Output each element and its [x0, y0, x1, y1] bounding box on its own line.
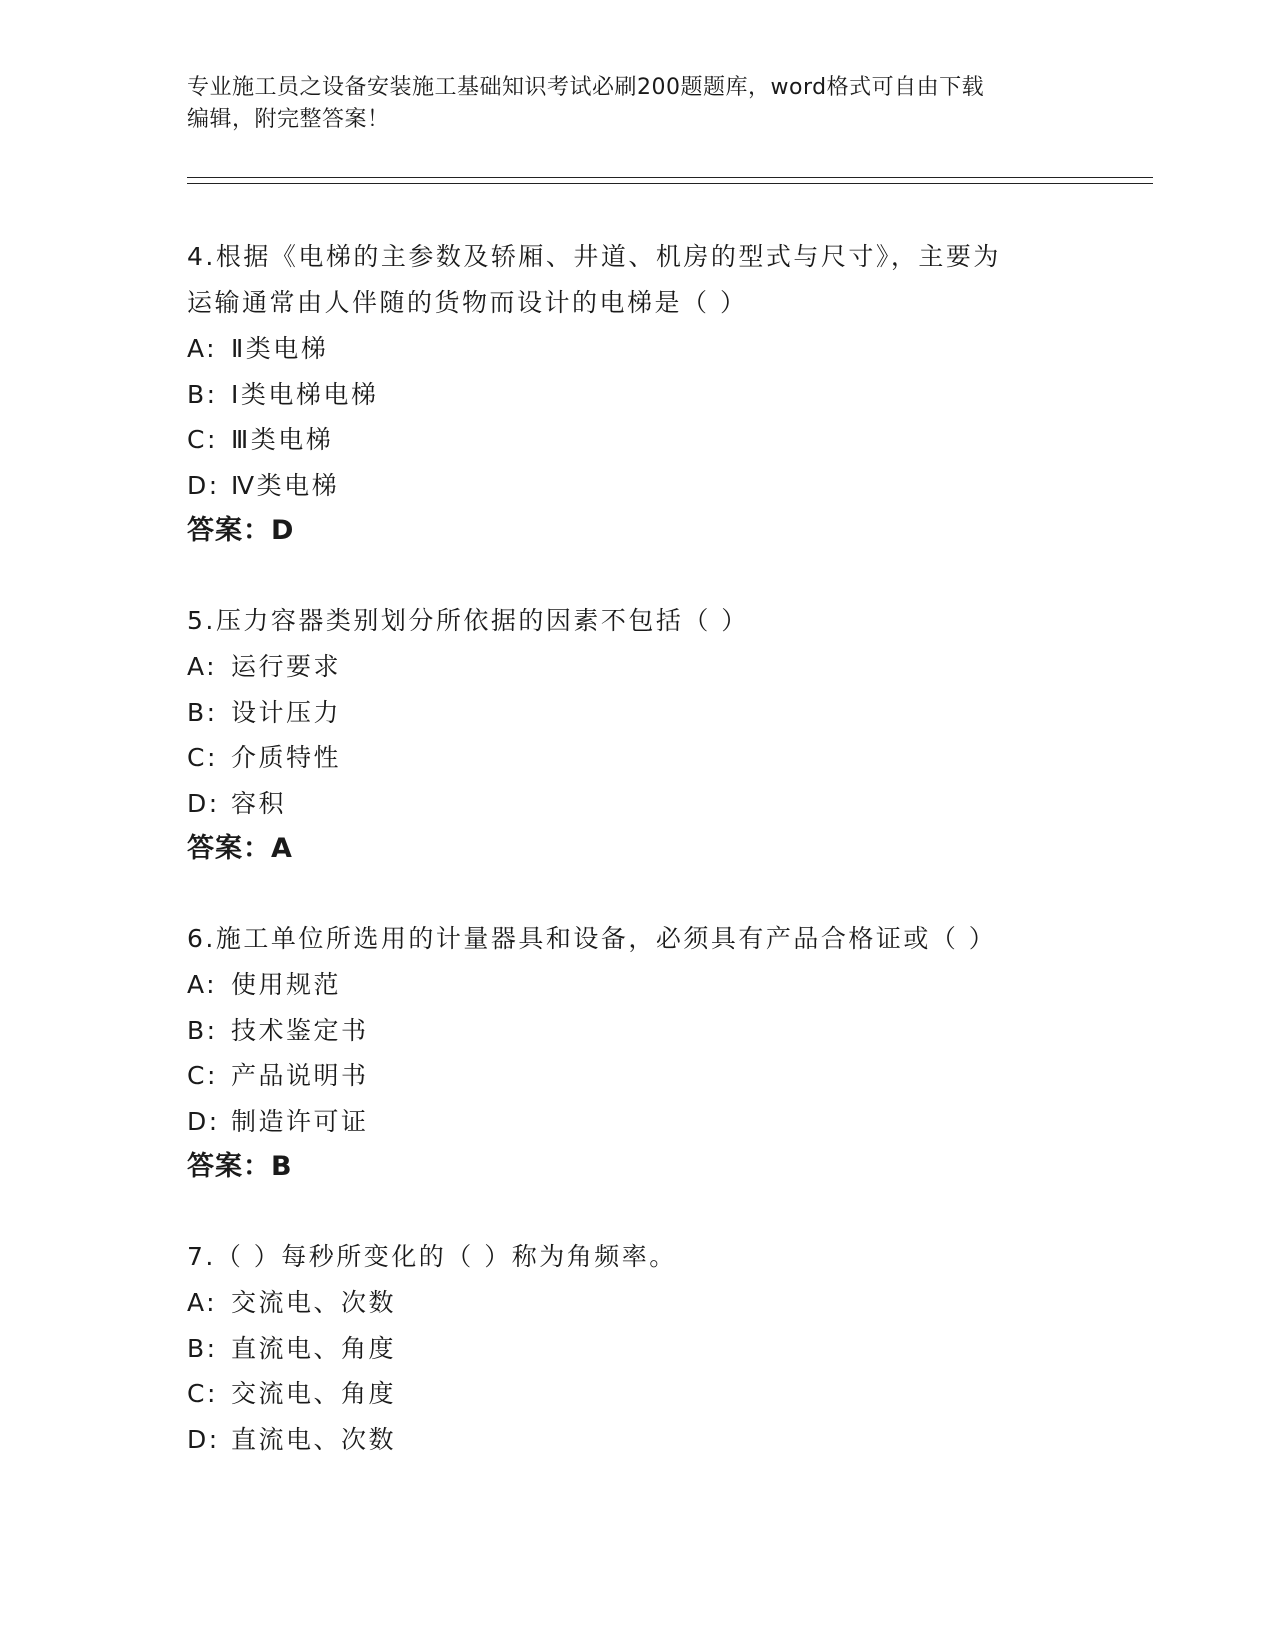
option-text: 直流电、角度	[231, 1333, 397, 1363]
document-header	[187, 72, 1087, 136]
option-letter: B:	[187, 697, 218, 727]
option-text: 直流电、次数	[231, 1424, 397, 1454]
question-stem-line: 运输通常由人伴随的货物而设计的电梯是（ ）	[187, 288, 748, 317]
option-a	[187, 644, 1087, 690]
option-d	[187, 1417, 1087, 1463]
answer-text: 答案：A	[187, 833, 293, 864]
option-b	[187, 372, 1087, 418]
header-line-2: 编辑，附完整答案！	[187, 107, 390, 132]
option-letter: C:	[187, 743, 218, 772]
option-text: Ⅲ类电梯	[231, 425, 334, 454]
option-text: 制造许可证	[231, 1106, 369, 1136]
option-b	[187, 1008, 1087, 1054]
question-7	[187, 1234, 1087, 1462]
option-d	[187, 463, 1087, 509]
option-letter: A:	[187, 1288, 218, 1317]
option-letter: D:	[187, 788, 220, 818]
option-letter: D:	[187, 470, 220, 500]
question-stem-line: 7.（ ）每秒所变化的（ ）称为角频率。	[187, 1242, 677, 1271]
header-divider-top	[187, 177, 1153, 178]
option-letter: C:	[187, 1379, 218, 1408]
answer-text: 答案：D	[187, 515, 295, 546]
option-d	[187, 781, 1087, 827]
option-text: Ⅰ类电梯电梯	[231, 379, 379, 409]
option-text: 产品说明书	[231, 1061, 369, 1090]
option-letter: D:	[187, 1424, 220, 1454]
option-b	[187, 1326, 1087, 1372]
option-text: 交流电、次数	[231, 1288, 397, 1317]
question-6	[187, 916, 1087, 1190]
option-text: 交流电、角度	[231, 1379, 397, 1408]
option-text: 容积	[231, 788, 287, 818]
option-text: Ⅱ类电梯	[231, 334, 329, 363]
option-letter: D:	[187, 1106, 220, 1136]
option-text: 运行要求	[231, 652, 342, 681]
option-c	[187, 1053, 1087, 1099]
header-line-1: 专业施工员之设备安装施工基础知识考试必刷200题题库，word格式可自由下载	[187, 75, 985, 100]
option-letter: A:	[187, 970, 218, 999]
answer-text: 答案：B	[187, 1151, 293, 1182]
question-stem-line: 6.施工单位所选用的计量器具和设备，必须具有产品合格证或（ ）	[187, 924, 997, 953]
option-letter: A:	[187, 652, 218, 681]
option-letter: A:	[187, 334, 218, 363]
option-c	[187, 735, 1087, 781]
option-letter: C:	[187, 1061, 218, 1090]
question-5	[187, 598, 1087, 872]
option-a	[187, 1280, 1087, 1326]
option-d	[187, 1099, 1087, 1145]
option-text: 技术鉴定书	[231, 1015, 369, 1045]
option-text: 使用规范	[231, 970, 342, 999]
option-c	[187, 417, 1087, 463]
option-text: Ⅳ类电梯	[231, 470, 340, 500]
question-list	[187, 234, 1087, 1506]
option-a	[187, 962, 1087, 1008]
question-stem-line: 5.压力容器类别划分所依据的因素不包括（ ）	[187, 606, 749, 635]
question-stem-line: 4.根据《电梯的主参数及轿厢、井道、机房的型式与尺寸》，主要为	[187, 242, 1001, 271]
option-text: 介质特性	[231, 743, 342, 772]
question-stem	[187, 598, 1087, 644]
option-c	[187, 1371, 1087, 1417]
option-text: 设计压力	[231, 697, 342, 727]
option-b	[187, 690, 1087, 736]
option-a	[187, 326, 1087, 372]
question-stem	[187, 234, 1087, 326]
option-letter: B:	[187, 379, 218, 409]
question-stem	[187, 1234, 1087, 1280]
option-letter: C:	[187, 425, 218, 454]
question-4	[187, 234, 1087, 554]
question-stem	[187, 916, 1087, 962]
header-divider-bottom	[187, 183, 1153, 184]
option-letter: B:	[187, 1333, 218, 1363]
option-letter: B:	[187, 1015, 218, 1045]
